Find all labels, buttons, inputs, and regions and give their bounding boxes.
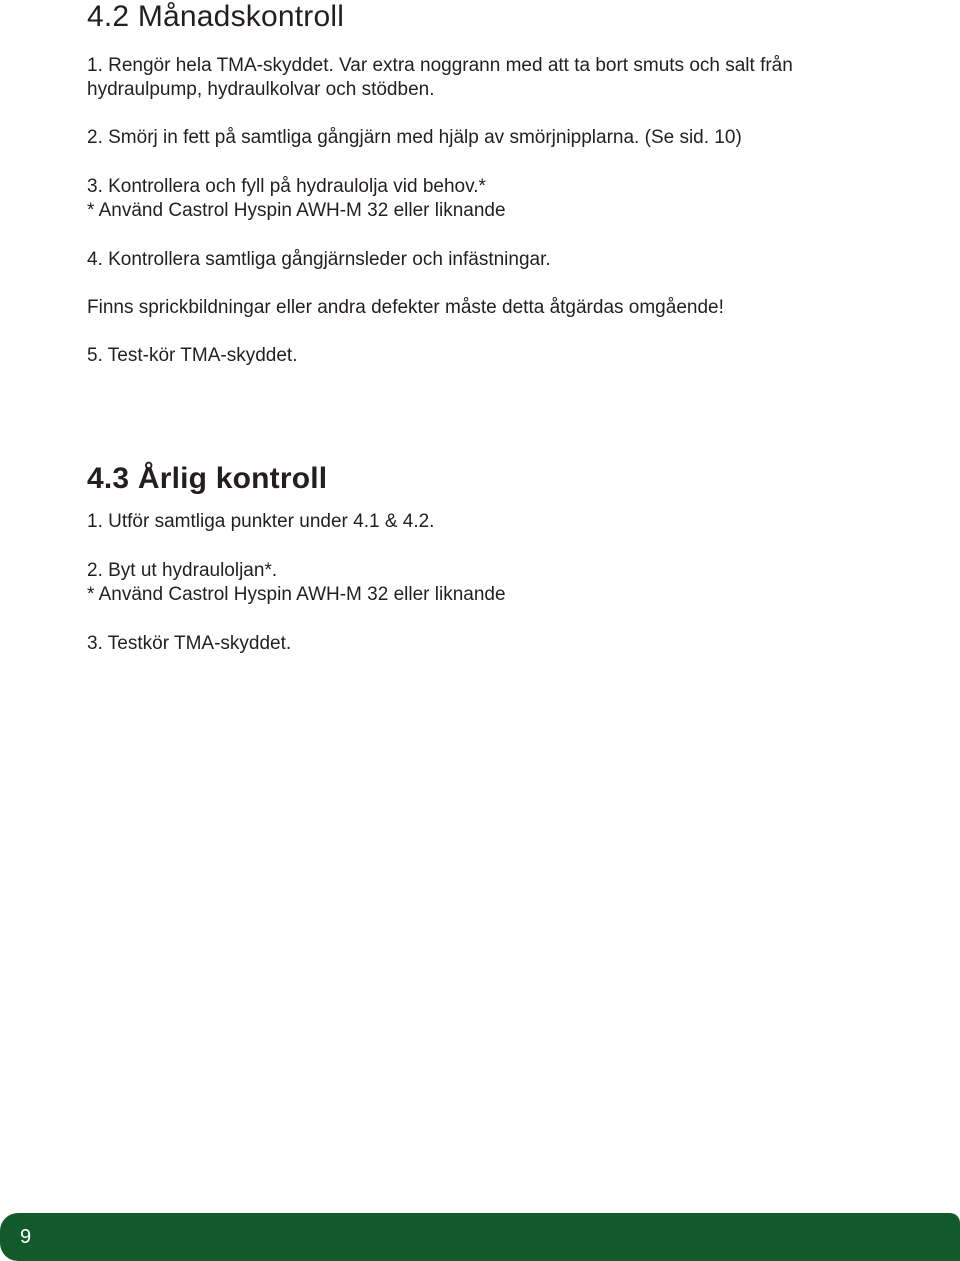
list-item-1-line-2: hydraulpump, hydraulkolvar och stödben. xyxy=(87,79,435,100)
footer-bar xyxy=(0,1213,960,1261)
list-item-3: 3. Kontrollera och fyll på hydraulolja vid behov.* xyxy=(87,176,486,197)
annual-item-2: 2. Byt ut hydrauloljan*. xyxy=(87,560,278,581)
section-title-monthly: 4.2 Månadskontroll xyxy=(87,0,345,33)
list-item-5: 5. Test-kör TMA-skyddet. xyxy=(87,345,298,366)
page-number: 9 xyxy=(20,1226,32,1248)
annual-item-1: 1. Utför samtliga punkter under 4.1 & 4.2. xyxy=(87,511,435,532)
list-item-4: 4. Kontrollera samtliga gångjärnsleder och infästningar. xyxy=(87,249,551,270)
list-item-1-line-1: 1. Rengör hela TMA-skyddet. Var extra noggrann med att ta bort smuts och salt från xyxy=(87,55,793,76)
footnote-oil: * Använd Castrol Hyspin AWH-M 32 eller liknande xyxy=(87,200,506,221)
annual-item-3: 3. Testkör TMA-skyddet. xyxy=(87,633,292,654)
warning-text: Finns sprickbildningar eller andra defekter måste detta åtgärdas omgående! xyxy=(87,297,724,318)
annual-footnote-oil: * Använd Castrol Hyspin AWH-M 32 eller liknande xyxy=(87,584,506,605)
section-title-annual: 4.3 Årlig kontroll xyxy=(87,462,328,495)
list-item-2: 2. Smörj in fett på samtliga gångjärn med hjälp av smörjnipplarna. (Se sid. 10) xyxy=(87,127,742,148)
